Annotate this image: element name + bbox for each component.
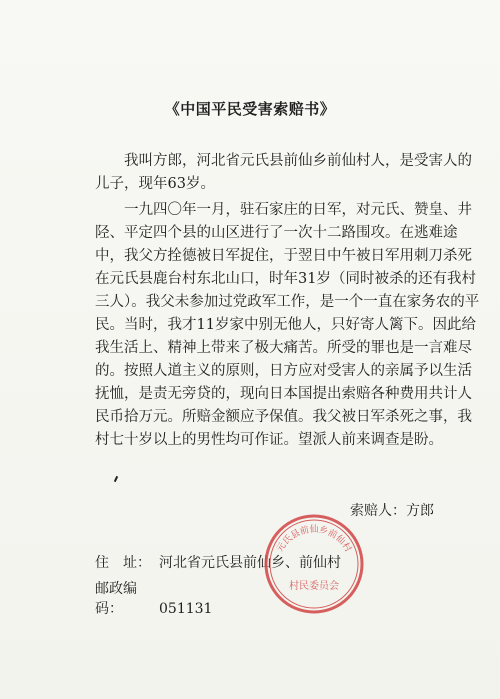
official-seal-stamp: [262, 512, 366, 616]
postal-code-line: [95, 578, 212, 618]
address-label: 住 址：: [95, 555, 151, 571]
paragraph-intro: [95, 150, 480, 196]
address-value: 河北省元氏县前仙乡、前仙村: [159, 555, 341, 571]
svg-text:元氏县前仙乡前仙村: 元氏县前仙乡前仙村: [275, 525, 353, 555]
svg-text:村民委员会: 村民委员会: [289, 581, 339, 592]
paragraph-2: 一九四〇年一月，驻石家庄的日军，对元氏、赞皇、井陉、平定四个县的山区进行了一次十二路围攻。在逃难途中，我父方拴德被日军捉住，于翌日中午被日军用刺刀杀死在元氏县鹿台村东北山口，时年31岁（同时被杀的还有我村三人）。我父未参加过党政军工作，是一个一直在家务农的平民。当时，我才11岁家中别无他人，只好寄人篱下。因此给我生活上、精神上带来了极大痛苦。所受的罪也是一言难尽的。: [95, 202, 480, 379]
claimant-signature: 索赔人：方郎: [350, 503, 434, 519]
postal-code-value: 051131: [159, 601, 213, 617]
document-title: 《中国平民受害索赔书》: [164, 100, 336, 118]
paragraph-1: 我叫方郎，河北省元氏县前仙乡前仙村人，是受害人的儿子，现年63岁。: [95, 153, 472, 192]
ink-mark: [114, 476, 118, 482]
paragraph-3: 按照人道主义的原则，日方应对受害人的亲属予以生活抚恤，是责无旁贷的，现向日本国提出索赔各种费用共计人民币拾万元。所赔金额应予保值。我父被日军杀死之事，我村七十岁以上的男性均可作证。望派人前来调查是盼。: [95, 363, 472, 448]
postal-code-label: 邮政编码：: [95, 581, 137, 617]
paragraph-event: [95, 199, 480, 383]
paragraph-claim: [95, 360, 480, 452]
